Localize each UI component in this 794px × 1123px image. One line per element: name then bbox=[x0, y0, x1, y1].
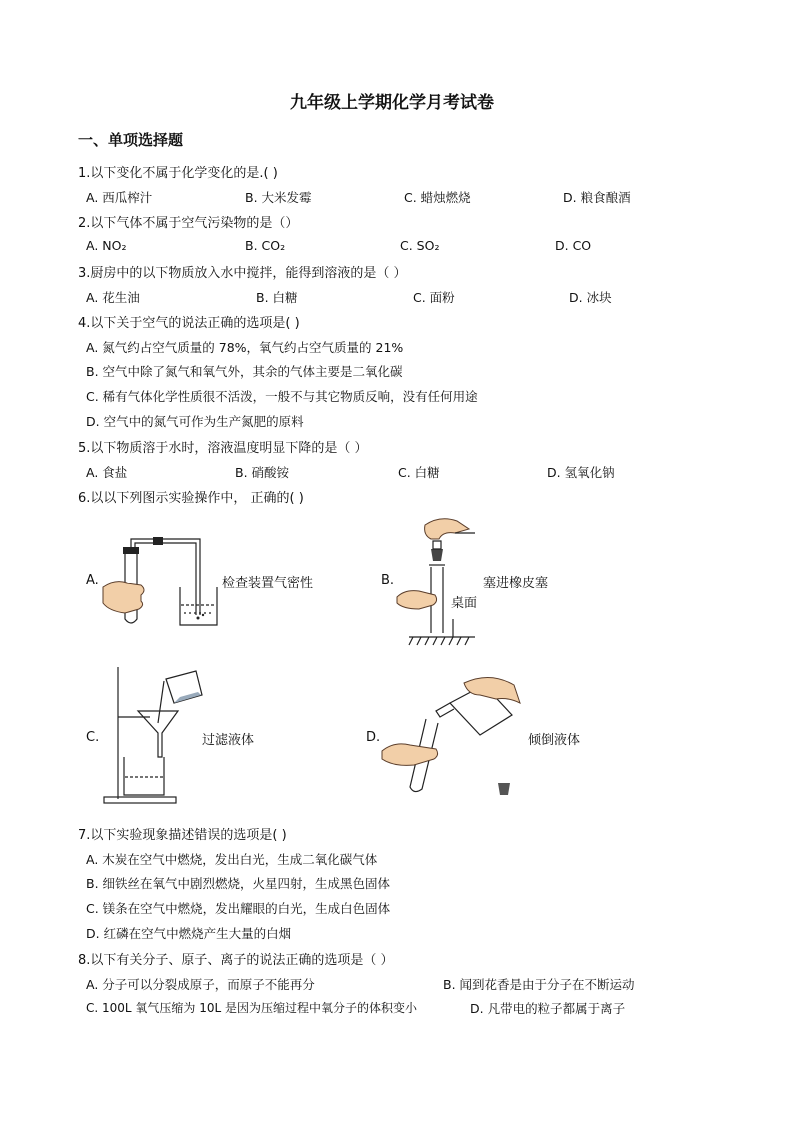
option-b[interactable]: B. 闻到花香是由于分子在不断运动 bbox=[443, 977, 635, 992]
option-d[interactable]: D. 冰块 bbox=[569, 290, 612, 305]
option-d[interactable]: D. 凡带电的粒子都属于离子 bbox=[470, 1001, 626, 1016]
option-b[interactable]: B. CO₂ bbox=[245, 238, 286, 253]
figure-a-apparatus bbox=[95, 535, 225, 630]
option-d[interactable]: D. 氢氧化钠 bbox=[547, 465, 615, 480]
option-a[interactable]: A. 西瓜榨汁 bbox=[86, 190, 153, 205]
option-a[interactable]: A. 花生油 bbox=[86, 290, 140, 305]
figure-d-caption: 倾倒液体 bbox=[528, 733, 581, 748]
option-b[interactable]: B. 硝酸铵 bbox=[235, 465, 290, 480]
question-stem: 7.以下实验现象描述错误的选项是( ) bbox=[78, 828, 287, 843]
option-d[interactable]: D. 粮食酿酒 bbox=[563, 190, 631, 205]
question-stem: 6.以以下列图示实验操作中， 正确的( ) bbox=[78, 491, 304, 506]
figure-d-apparatus bbox=[380, 675, 525, 800]
question-stem: 3.厨房中的以下物质放入水中搅拌，能得到溶液的是（ ） bbox=[78, 266, 407, 281]
option-c[interactable]: C. 面粉 bbox=[413, 290, 455, 305]
option-c[interactable]: C. 白糖 bbox=[398, 465, 440, 480]
question-stem: 2.以下气体不属于空气污染物的是（） bbox=[78, 216, 299, 231]
figure-a-letter[interactable]: A. bbox=[86, 573, 99, 588]
option-c[interactable]: C. 稀有气体化学性质很不活泼，一般不与其它物质反响，没有任何用途 bbox=[86, 389, 478, 404]
option-c[interactable]: C. 镁条在空气中燃烧，发出耀眼的白光，生成白色固体 bbox=[86, 901, 391, 916]
figure-a-caption: 检查装置气密性 bbox=[222, 576, 314, 591]
option-a[interactable]: A. 木炭在空气中燃烧，发出白光，生成二氧化碳气体 bbox=[86, 852, 378, 867]
figure-c-caption: 过滤液体 bbox=[202, 733, 255, 748]
option-b[interactable]: B. 大米发霉 bbox=[245, 190, 312, 205]
figure-c-letter[interactable]: C. bbox=[86, 730, 100, 745]
question-stem: 5.以下物质溶于水时，溶液温度明显下降的是（ ） bbox=[78, 441, 368, 456]
option-a[interactable]: A. 氮气约占空气质量的 78%，氧气约占空气质量的 21% bbox=[86, 340, 404, 355]
page-title: 九年级上学期化学月考试卷 bbox=[290, 93, 494, 113]
figure-c-apparatus bbox=[100, 665, 210, 807]
option-a[interactable]: A. NO₂ bbox=[86, 238, 127, 253]
figure-b-letter[interactable]: B. bbox=[381, 573, 395, 588]
question-stem: 1.以下变化不属于化学变化的是.( ) bbox=[78, 166, 278, 181]
option-c[interactable]: C. 100L 氧气压缩为 10L 是因为压缩过程中氧分子的体积变小 bbox=[86, 1001, 417, 1015]
figure-b-caption: 塞进橡皮塞 bbox=[483, 576, 549, 591]
option-a[interactable]: A. 分子可以分裂成原子，而原子不能再分 bbox=[86, 977, 315, 992]
option-c[interactable]: C. 蜡烛燃烧 bbox=[404, 190, 471, 205]
option-d[interactable]: D. 红磷在空气中燃烧产生大量的白烟 bbox=[86, 926, 292, 941]
option-d[interactable]: D. CO bbox=[555, 238, 592, 253]
option-a[interactable]: A. 食盐 bbox=[86, 465, 128, 480]
figure-b-apparatus bbox=[395, 515, 485, 650]
option-d[interactable]: D. 空气中的氮气可作为生产氮肥的原料 bbox=[86, 414, 304, 429]
figure-b-table-label: 桌面 bbox=[451, 596, 478, 611]
section-heading: 一、单项选择题 bbox=[78, 131, 184, 149]
option-b[interactable]: B. 细铁丝在氧气中剧烈燃烧，火星四射，生成黑色固体 bbox=[86, 876, 391, 891]
option-b[interactable]: B. 白糖 bbox=[256, 290, 298, 305]
option-c[interactable]: C. SO₂ bbox=[400, 238, 440, 253]
question-stem: 4.以下关于空气的说法正确的选项是( ) bbox=[78, 316, 300, 331]
figure-d-letter[interactable]: D. bbox=[366, 730, 381, 745]
question-stem: 8.以下有关分子、原子、离子的说法正确的选项是（ ） bbox=[78, 953, 394, 968]
option-b[interactable]: B. 空气中除了氮气和氧气外，其余的气体主要是二氧化碳 bbox=[86, 364, 403, 379]
